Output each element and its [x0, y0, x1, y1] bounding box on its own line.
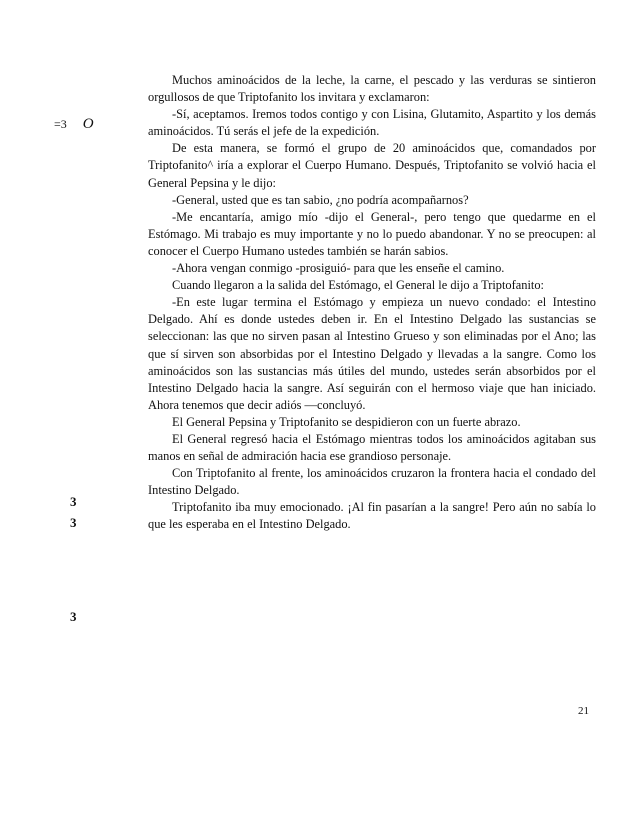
paragraph: El General Pepsina y Triptofanito se despidieron con un fuerte abrazo. [172, 414, 521, 429]
page-number: 21 [578, 705, 589, 717]
margin-mark-top-number: =3 [54, 117, 67, 131]
paragraph: -En este lugar termina el Estómago y empieza un nuevo condado: el Intestino Delgado. Ahí es donde ustedes deben ir. En el Intestino Delgado las sustancias se seleccionan: las que no sirven pasan al Intestino Grueso y son eliminadas por el Ano; las que sí sirven son absorbidas por el Intestino Delgado y llevadas a la sangre. Como los aminoácidos son las sustancias más útiles del mundo, ustedes serán absorbidos por el Intestino Delgado hacia la sangre. Así seguirán con el hermoso viaje que han iniciado. Ahora tenemos que decir adiós —concluyó. [148, 295, 596, 412]
paragraph: Con Triptofanito al frente, los aminoácidos cruzaron la frontera hacia el condado del Intestino Delgado. [148, 466, 596, 498]
paragraph: Muchos aminoácidos de la leche, la carne, el pescado y las verduras se sintieron orgullosos de que Triptofanito los invitara y exclamaron: [148, 73, 596, 105]
margin-mark-top-letter: O [82, 116, 94, 132]
paragraph: -General, usted que es tan sabio, ¿no podría acompañarnos? [172, 192, 469, 207]
margin-mark-top [54, 116, 94, 133]
paragraph: De esta manera, se formó el grupo de 20 aminoácidos que, comandados por Triptofanito^ iría a explorar el Cuerpo Humano. Después, Triptofanito se volvió hacia el General Pepsina y le dijo: [148, 141, 596, 190]
margin-mark-2: 3 [70, 515, 77, 530]
paragraph: Triptofanito iba muy emocionado. ¡Al fin pasarían a la sangre! Pero aún no sabía lo que les esperaba en el Intestino Delgado. [148, 500, 596, 532]
margin-mark-1: 3 [70, 494, 77, 509]
paragraph: Cuando llegaron a la salida del Estómago, el General le dijo a Triptofanito: [172, 278, 544, 293]
paragraph: El General regresó hacia el Estómago mientras todos los aminoácidos agitaban sus manos en señal de admiración hacia ese grandioso personaje. [148, 431, 596, 464]
body-text [148, 72, 596, 534]
margin-mark-3: 3 [70, 609, 77, 624]
paragraph: -Me encantaría, amigo mío -dijo el General-, pero tengo que quedarme en el Estómago. Mi trabajo es muy importante y no lo puedo abandonar. Y no se preocupen: al conocer el Cuerpo Humano ustedes también se harán sabios. [148, 209, 596, 258]
paragraph: -Sí, aceptamos. Iremos todos contigo y con Lisina, Glutamito, Aspartito y los demás aminoácidos. Tú serás el jefe de la expedición. [148, 107, 596, 139]
paragraph: -Ahora vengan conmigo -prosiguió- para que les enseñe el camino. [172, 261, 505, 276]
